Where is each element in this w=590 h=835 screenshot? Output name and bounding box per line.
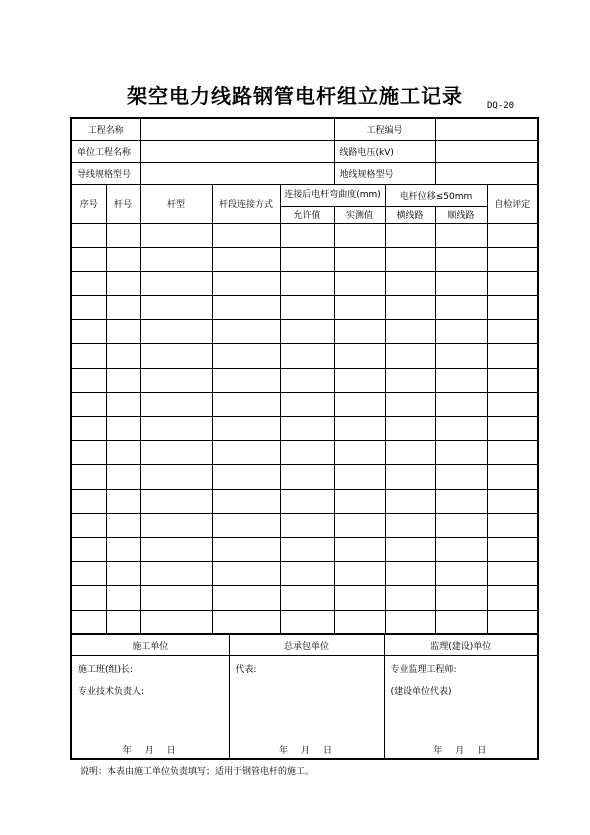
- table-cell[interactable]: [140, 610, 212, 634]
- table-cell[interactable]: [385, 392, 435, 416]
- table-cell[interactable]: [212, 586, 280, 610]
- table-cell[interactable]: [106, 513, 140, 537]
- table-cell[interactable]: [334, 610, 385, 634]
- table-cell[interactable]: [280, 320, 334, 344]
- table-cell[interactable]: [487, 247, 538, 271]
- table-cell[interactable]: [385, 247, 435, 271]
- info-label: 线路电压(kV): [334, 140, 435, 162]
- table-cell[interactable]: [280, 441, 334, 465]
- table-cell[interactable]: [385, 537, 435, 561]
- col-pole-type-header: 杆型: [140, 184, 212, 223]
- table-cell[interactable]: [212, 320, 280, 344]
- table-cell[interactable]: [71, 247, 106, 271]
- table-cell[interactable]: [106, 441, 140, 465]
- table-cell[interactable]: [385, 513, 435, 537]
- table-cell[interactable]: [487, 320, 538, 344]
- table-row: [71, 392, 538, 416]
- table-cell[interactable]: [106, 368, 140, 392]
- signature-unit-header: 总承包单位: [229, 635, 384, 656]
- table-cell[interactable]: [280, 223, 334, 247]
- col-bend-group-header: 连接后电杆弯曲度(mm): [280, 184, 385, 206]
- page-title: 架空电力线路钢管电杆组立施工记录: [127, 84, 463, 108]
- table-cell[interactable]: [487, 586, 538, 610]
- table-cell[interactable]: [106, 392, 140, 416]
- table-cell[interactable]: [334, 489, 385, 513]
- table-cell[interactable]: [280, 296, 334, 320]
- table-cell[interactable]: [435, 489, 487, 513]
- table-cell[interactable]: [487, 441, 538, 465]
- table-cell[interactable]: [71, 320, 106, 344]
- col-seq-header: 序号: [71, 184, 106, 223]
- table-cell[interactable]: [212, 247, 280, 271]
- table-cell[interactable]: [487, 465, 538, 489]
- signature-date: 年 月 日: [433, 746, 489, 756]
- table-cell[interactable]: [71, 513, 106, 537]
- table-cell[interactable]: [71, 610, 106, 634]
- info-value-field[interactable]: [140, 140, 334, 162]
- table-cell[interactable]: [435, 537, 487, 561]
- table-cell[interactable]: [106, 562, 140, 586]
- table-cell[interactable]: [334, 344, 385, 368]
- table-cell[interactable]: [212, 610, 280, 634]
- table-cell[interactable]: [487, 513, 538, 537]
- table-row: [71, 320, 538, 344]
- table-cell[interactable]: [140, 586, 212, 610]
- table-cell[interactable]: [385, 465, 435, 489]
- table-cell[interactable]: [435, 392, 487, 416]
- table-cell[interactable]: [140, 296, 212, 320]
- table-cell[interactable]: [212, 489, 280, 513]
- col-offset-group-header: 电杆位移≤50mm: [385, 184, 487, 206]
- table-cell[interactable]: [280, 537, 334, 561]
- table-cell[interactable]: [140, 223, 212, 247]
- table-cell[interactable]: [487, 223, 538, 247]
- table-cell[interactable]: [71, 537, 106, 561]
- info-value-field[interactable]: [140, 118, 334, 140]
- info-row: [71, 140, 538, 162]
- table-cell[interactable]: [487, 489, 538, 513]
- table-cell[interactable]: [106, 537, 140, 561]
- signature-line-1: 施工班(组)长:: [78, 665, 134, 675]
- table-cell[interactable]: [106, 417, 140, 441]
- info-value-field[interactable]: [435, 140, 538, 162]
- table-cell[interactable]: [140, 513, 212, 537]
- table-cell[interactable]: [334, 586, 385, 610]
- table-cell[interactable]: [140, 271, 212, 295]
- table-row: [71, 610, 538, 634]
- signature-line-2: (建设单位代表): [390, 687, 452, 697]
- table-cell[interactable]: [71, 344, 106, 368]
- table-cell[interactable]: [435, 271, 487, 295]
- table-cell[interactable]: [487, 562, 538, 586]
- table-cell[interactable]: [435, 465, 487, 489]
- info-label: 工程编号: [334, 118, 435, 140]
- table-cell[interactable]: [71, 465, 106, 489]
- table-cell[interactable]: [334, 392, 385, 416]
- table-cell[interactable]: [140, 441, 212, 465]
- table-cell[interactable]: [435, 344, 487, 368]
- table-cell[interactable]: [212, 417, 280, 441]
- signature-area[interactable]: [384, 656, 538, 760]
- form-code: DQ-20: [487, 101, 515, 111]
- table-cell[interactable]: [385, 296, 435, 320]
- table-cell[interactable]: [334, 247, 385, 271]
- table-cell[interactable]: [71, 368, 106, 392]
- table-cell[interactable]: [385, 417, 435, 441]
- table-cell[interactable]: [140, 465, 212, 489]
- table-cell[interactable]: [280, 344, 334, 368]
- table-cell[interactable]: [435, 513, 487, 537]
- table-cell[interactable]: [334, 271, 385, 295]
- table-cell[interactable]: [334, 417, 385, 441]
- signature-area[interactable]: [71, 656, 229, 760]
- table-cell[interactable]: [140, 537, 212, 561]
- table-cell[interactable]: [212, 368, 280, 392]
- signature-header-row: [71, 635, 538, 656]
- table-cell[interactable]: [212, 513, 280, 537]
- table-cell[interactable]: [212, 537, 280, 561]
- table-cell[interactable]: [140, 489, 212, 513]
- col-offset-cross-header: 横线路: [385, 206, 435, 223]
- table-cell[interactable]: [385, 562, 435, 586]
- table-cell[interactable]: [435, 417, 487, 441]
- table-cell[interactable]: [106, 586, 140, 610]
- table-cell[interactable]: [280, 271, 334, 295]
- table-cell[interactable]: [435, 610, 487, 634]
- footnote: 说明：本表由施工单位负责填写；适用于钢管电杆的施工。: [80, 767, 315, 777]
- table-cell[interactable]: [71, 296, 106, 320]
- table-cell[interactable]: [71, 271, 106, 295]
- table-cell[interactable]: [71, 586, 106, 610]
- table-cell[interactable]: [140, 368, 212, 392]
- table-cell[interactable]: [212, 223, 280, 247]
- table-cell[interactable]: [280, 562, 334, 586]
- table-row: [71, 513, 538, 537]
- table-row: [71, 586, 538, 610]
- table-cell[interactable]: [334, 296, 385, 320]
- table-cell[interactable]: [435, 562, 487, 586]
- table-cell[interactable]: [212, 344, 280, 368]
- table-cell[interactable]: [280, 465, 334, 489]
- info-row: [71, 162, 538, 184]
- table-cell[interactable]: [106, 271, 140, 295]
- table-cell[interactable]: [435, 320, 487, 344]
- table-cell[interactable]: [140, 320, 212, 344]
- table-cell[interactable]: [334, 368, 385, 392]
- table-cell[interactable]: [212, 296, 280, 320]
- table-cell[interactable]: [385, 610, 435, 634]
- table-cell[interactable]: [71, 392, 106, 416]
- table-cell[interactable]: [140, 392, 212, 416]
- signature-date: 年 月 日: [122, 746, 178, 756]
- table-cell[interactable]: [140, 562, 212, 586]
- signature-line-1: 专业监理工程师:: [390, 665, 457, 675]
- signature-line-1: 代表:: [235, 665, 257, 675]
- table-cell[interactable]: [280, 368, 334, 392]
- table-cell[interactable]: [280, 247, 334, 271]
- table-cell[interactable]: [280, 489, 334, 513]
- table-cell[interactable]: [106, 610, 140, 634]
- table-row: [71, 465, 538, 489]
- table-row: [71, 489, 538, 513]
- table-cell[interactable]: [385, 586, 435, 610]
- signature-body-row: [71, 656, 538, 760]
- info-value-field[interactable]: [140, 162, 334, 184]
- table-cell[interactable]: [212, 271, 280, 295]
- table-cell[interactable]: [487, 296, 538, 320]
- table-cell[interactable]: [106, 320, 140, 344]
- table-cell[interactable]: [71, 441, 106, 465]
- info-value-field[interactable]: [435, 162, 538, 184]
- table-row: [71, 223, 538, 247]
- table-cell[interactable]: [106, 489, 140, 513]
- col-pole-no-header: 杆号: [106, 184, 140, 223]
- table-cell[interactable]: [385, 368, 435, 392]
- table-cell[interactable]: [71, 417, 106, 441]
- table-row: [71, 368, 538, 392]
- table-cell[interactable]: [106, 344, 140, 368]
- table-cell[interactable]: [385, 271, 435, 295]
- table-cell[interactable]: [435, 296, 487, 320]
- signature-date: 年 月 日: [278, 746, 334, 756]
- table-cell[interactable]: [487, 271, 538, 295]
- signature-unit-header: 施工单位: [71, 635, 229, 656]
- table-cell[interactable]: [334, 223, 385, 247]
- table-cell[interactable]: [435, 368, 487, 392]
- table-cell[interactable]: [280, 417, 334, 441]
- table-cell[interactable]: [106, 465, 140, 489]
- table-row: [71, 441, 538, 465]
- col-bend-measured-header: 实测值: [334, 206, 385, 223]
- signature-area[interactable]: [229, 656, 384, 760]
- table-cell[interactable]: [334, 465, 385, 489]
- col-bend-allowed-header: 允许值: [280, 206, 334, 223]
- table-row: [71, 296, 538, 320]
- info-label: 工程名称: [71, 118, 140, 140]
- table-cell[interactable]: [212, 392, 280, 416]
- table-cell[interactable]: [106, 296, 140, 320]
- table-cell[interactable]: [212, 562, 280, 586]
- signature-unit-header: 监理(建设)单位: [384, 635, 538, 656]
- table-cell[interactable]: [106, 223, 140, 247]
- table-cell[interactable]: [334, 441, 385, 465]
- table-cell[interactable]: [487, 392, 538, 416]
- table-cell[interactable]: [280, 610, 334, 634]
- table-cell[interactable]: [385, 344, 435, 368]
- table-cell[interactable]: [212, 441, 280, 465]
- table-row: [71, 562, 538, 586]
- table-cell[interactable]: [435, 247, 487, 271]
- table-cell[interactable]: [435, 223, 487, 247]
- record-table: [70, 117, 539, 635]
- col-connection-header: 杆段连接方式: [212, 184, 280, 223]
- table-row: [71, 537, 538, 561]
- table-cell[interactable]: [106, 247, 140, 271]
- table-cell[interactable]: [334, 562, 385, 586]
- table-cell[interactable]: [280, 586, 334, 610]
- table-cell[interactable]: [140, 417, 212, 441]
- table-cell[interactable]: [140, 344, 212, 368]
- signature-table: [70, 634, 539, 760]
- table-cell[interactable]: [280, 513, 334, 537]
- table-cell[interactable]: [71, 223, 106, 247]
- table-cell[interactable]: [487, 417, 538, 441]
- table-cell[interactable]: [435, 441, 487, 465]
- table-row: [71, 247, 538, 271]
- info-label: 单位工程名称: [71, 140, 140, 162]
- table-cell[interactable]: [334, 537, 385, 561]
- table-cell[interactable]: [487, 344, 538, 368]
- table-row: [71, 344, 538, 368]
- table-cell[interactable]: [334, 320, 385, 344]
- table-cell[interactable]: [385, 489, 435, 513]
- table-cell[interactable]: [385, 223, 435, 247]
- table-cell[interactable]: [71, 562, 106, 586]
- table-cell[interactable]: [487, 610, 538, 634]
- signature-line-2: 专业技术负责人:: [78, 687, 145, 697]
- table-cell[interactable]: [487, 537, 538, 561]
- table-cell[interactable]: [212, 465, 280, 489]
- table-cell[interactable]: [280, 392, 334, 416]
- table-cell[interactable]: [435, 586, 487, 610]
- table-row: [71, 417, 538, 441]
- table-cell[interactable]: [140, 247, 212, 271]
- info-label: 导线规格型号: [71, 162, 140, 184]
- table-cell[interactable]: [487, 368, 538, 392]
- table-cell[interactable]: [385, 441, 435, 465]
- info-row: [71, 118, 538, 140]
- table-cell[interactable]: [334, 513, 385, 537]
- col-self-check-header: 自检评定: [487, 184, 538, 223]
- col-offset-along-header: 顺线路: [435, 206, 487, 223]
- table-row: [71, 271, 538, 295]
- info-label: 地线规格型号: [334, 162, 435, 184]
- info-value-field[interactable]: [435, 118, 538, 140]
- table-cell[interactable]: [71, 489, 106, 513]
- table-cell[interactable]: [385, 320, 435, 344]
